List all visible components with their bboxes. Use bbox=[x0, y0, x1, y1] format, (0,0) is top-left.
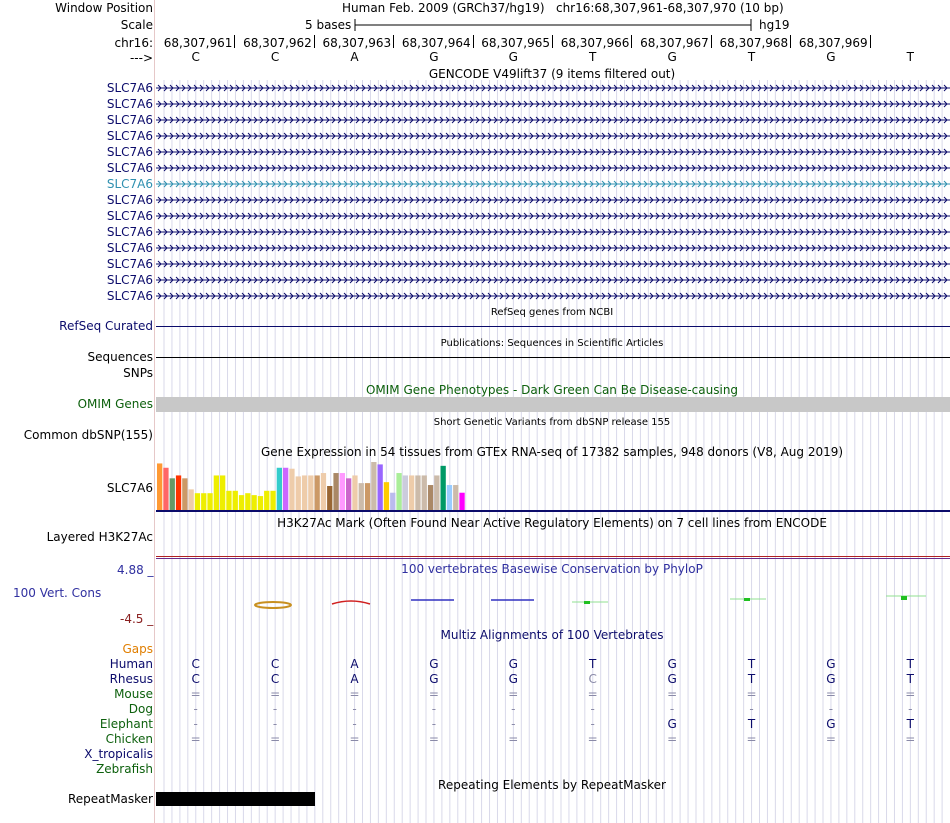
multiz-base: G bbox=[667, 672, 677, 686]
multiz-base: - bbox=[749, 702, 754, 716]
gtex-tissue-bar[interactable] bbox=[176, 475, 181, 510]
gtex-tissue-bar[interactable] bbox=[226, 491, 231, 510]
multiz-base: T bbox=[747, 657, 756, 671]
base-letter: G bbox=[826, 50, 836, 64]
multiz-base: = bbox=[428, 687, 439, 701]
gtex-tissue-bar[interactable] bbox=[321, 473, 326, 510]
multiz-species-label[interactable]: Chicken bbox=[105, 732, 153, 746]
multiz-base: T bbox=[589, 657, 597, 671]
gencode-item-label[interactable]: SLC7A6 bbox=[106, 225, 153, 239]
multiz-base: - bbox=[590, 702, 595, 716]
multiz-base: G bbox=[826, 717, 836, 731]
multiz-species-label[interactable]: Mouse bbox=[114, 687, 153, 701]
multiz-base: = bbox=[428, 732, 439, 746]
ruler-tick bbox=[552, 35, 553, 48]
window-position-text bbox=[342, 1, 784, 15]
multiz-base: G bbox=[429, 672, 439, 686]
multiz-base: T bbox=[747, 717, 756, 731]
multiz-base: A bbox=[350, 657, 359, 671]
gtex-tissue-bar[interactable] bbox=[403, 475, 408, 510]
multiz-base: C bbox=[588, 672, 597, 686]
gtex-tissue-bar[interactable] bbox=[233, 491, 238, 510]
gtex-tissue-bar[interactable] bbox=[163, 468, 168, 510]
ruler-tick bbox=[870, 35, 871, 48]
base-letter: T bbox=[589, 50, 597, 64]
multiz-base: - bbox=[272, 717, 278, 731]
gtex-tissue-bar[interactable] bbox=[352, 475, 357, 510]
base-letter: C bbox=[191, 50, 200, 64]
ruler-position-label: 68,307,967 bbox=[640, 36, 709, 50]
gtex-tissue-bar[interactable] bbox=[359, 483, 364, 510]
multiz-species-label[interactable]: Human bbox=[109, 657, 153, 671]
label-separator bbox=[154, 0, 155, 823]
gtex-tissue-bar[interactable] bbox=[270, 491, 275, 510]
ruler-position-label: 68,307,969 bbox=[798, 36, 868, 50]
gtex-tissue-bar[interactable] bbox=[245, 493, 250, 510]
multiz-base: = bbox=[190, 687, 201, 701]
gencode-item-label[interactable]: SLC7A6 bbox=[106, 97, 153, 111]
window-position-label: Window Position bbox=[55, 1, 153, 15]
snps-label[interactable]: SNPs bbox=[123, 366, 153, 380]
cons-mark-6 bbox=[584, 601, 590, 604]
gencode-transcript-line[interactable] bbox=[156, 213, 950, 219]
refseq-track-title: RefSeq genes from NCBI bbox=[490, 307, 614, 318]
multiz-base: G bbox=[508, 672, 518, 686]
gencode-item-label[interactable]: SLC7A6 bbox=[106, 193, 153, 207]
cons-min-label: -4.5 _ bbox=[120, 612, 154, 626]
gtex-tissue-bar[interactable] bbox=[390, 493, 395, 510]
multiz-base: G bbox=[826, 657, 836, 671]
cons-mark-10 bbox=[901, 596, 907, 600]
ruler-position-label: 68,307,964 bbox=[401, 36, 471, 50]
multiz-species-label[interactable]: Gaps bbox=[122, 642, 153, 656]
gencode-track-title: GENCODE V49lift37 (9 items filtered out) bbox=[428, 67, 676, 81]
multiz-base: T bbox=[906, 717, 914, 731]
gencode-transcript-line[interactable] bbox=[156, 277, 950, 283]
omim-gene-bar[interactable] bbox=[156, 397, 950, 412]
multiz-base: = bbox=[349, 732, 360, 746]
multiz-species-label[interactable]: Rhesus bbox=[109, 672, 153, 686]
multiz-base: = bbox=[270, 732, 281, 746]
gencode-item-label[interactable]: SLC7A6 bbox=[106, 113, 153, 127]
gtex-tissue-bar[interactable] bbox=[308, 475, 313, 510]
multiz-base: = bbox=[746, 732, 757, 746]
base-letter: T bbox=[747, 50, 756, 64]
gencode-item-label[interactable]: SLC7A6 bbox=[106, 273, 153, 287]
gencode-item-label[interactable]: SLC7A6 bbox=[106, 145, 153, 159]
multiz-base: = bbox=[905, 687, 916, 701]
gtex-tissue-bar[interactable] bbox=[220, 475, 225, 510]
gtex-tissue-bar[interactable] bbox=[277, 468, 282, 510]
gencode-item-label[interactable]: SLC7A6 bbox=[106, 161, 153, 175]
h3k27ac-track-title: H3K27Ac Mark (Often Found Near Active Regulatory Elements) on 7 cell lines from ENCODE bbox=[277, 516, 827, 530]
cons-mark-8 bbox=[744, 598, 750, 601]
gtex-expression-chart[interactable] bbox=[156, 460, 950, 514]
gencode-item-label[interactable]: SLC7A6 bbox=[106, 129, 153, 143]
position-text: chr16:68,307,961-68,307,970 (10 bp) bbox=[555, 1, 784, 15]
gencode-item-label[interactable]: SLC7A6 bbox=[106, 241, 153, 255]
gtex-tissue-bar[interactable] bbox=[327, 486, 332, 510]
ruler-position-label: 68,307,962 bbox=[243, 36, 312, 50]
gtex-tissue-bar[interactable] bbox=[333, 473, 338, 510]
multiz-base: = bbox=[587, 732, 598, 746]
gtex-tissue-bar[interactable] bbox=[434, 475, 439, 510]
multiz-base: = bbox=[270, 687, 281, 701]
gtex-tissue-bar[interactable] bbox=[453, 485, 458, 510]
gencode-item-label[interactable]: SLC7A6 bbox=[106, 177, 153, 191]
gtex-tissue-bar[interactable] bbox=[447, 485, 452, 510]
omim-track-title: OMIM Gene Phenotypes - Dark Green Can Be Disease-causing bbox=[365, 383, 739, 397]
ruler-tick bbox=[790, 35, 791, 48]
multiz-base: - bbox=[511, 702, 516, 716]
gtex-tissue-bar[interactable] bbox=[157, 463, 162, 510]
multiz-base: - bbox=[352, 717, 357, 731]
cons-mark-2 bbox=[332, 601, 370, 604]
gtex-tissue-bar[interactable] bbox=[396, 473, 401, 510]
gencode-transcript-line[interactable] bbox=[156, 229, 950, 235]
cons-mark-1 bbox=[255, 602, 291, 608]
gencode-transcript-line[interactable] bbox=[156, 261, 950, 267]
multiz-base: = bbox=[587, 687, 598, 701]
gtex-tissue-bar[interactable] bbox=[371, 462, 376, 510]
gtex-tissue-bar[interactable] bbox=[201, 493, 206, 510]
omim-label[interactable]: OMIM Genes bbox=[77, 397, 153, 411]
multiz-base: = bbox=[508, 732, 519, 746]
gencode-gene-lines[interactable] bbox=[156, 80, 950, 302]
gtex-tissue-bar[interactable] bbox=[415, 475, 420, 510]
multiz-species-label[interactable]: Zebrafish bbox=[96, 762, 153, 776]
multiz-base: C bbox=[191, 672, 200, 686]
base-letter: C bbox=[270, 50, 280, 64]
ruler-position-label: 68,307,966 bbox=[560, 36, 630, 50]
multiz-base: G bbox=[667, 717, 677, 731]
gencode-transcript-line[interactable] bbox=[156, 117, 950, 123]
base-letter: G bbox=[508, 50, 518, 64]
ruler-tick bbox=[234, 35, 235, 48]
refseq-gene-line[interactable] bbox=[156, 326, 950, 327]
multiz-base: T bbox=[906, 657, 914, 671]
gtex-tissue-bar[interactable] bbox=[189, 489, 194, 510]
cons-wiggle[interactable] bbox=[156, 592, 950, 612]
gtex-track-title: Gene Expression in 54 tissues from GTEx RNA-seq of 17382 samples, 948 donors (V8, Aug 2019) bbox=[260, 445, 844, 459]
gtex-tissue-bar[interactable] bbox=[283, 468, 288, 510]
chrom-label: chr16: bbox=[114, 36, 153, 50]
gtex-tissue-bar[interactable] bbox=[378, 464, 383, 510]
db-text: hg19 bbox=[759, 18, 790, 32]
multiz-base: = bbox=[825, 687, 836, 701]
multiz-base: - bbox=[193, 717, 198, 731]
repeatmasker-label[interactable]: RepeatMasker bbox=[67, 792, 153, 806]
multiz-species-label[interactable]: Elephant bbox=[99, 717, 153, 731]
gencode-transcript-line[interactable] bbox=[156, 133, 950, 139]
gtex-tissue-bar[interactable] bbox=[214, 475, 219, 510]
multiz-base: C bbox=[191, 657, 200, 671]
ruler-tick bbox=[631, 35, 632, 48]
multiz-base: G bbox=[429, 657, 439, 671]
multiz-base: = bbox=[190, 732, 201, 746]
gtex-tissue-bar[interactable] bbox=[346, 478, 351, 510]
gtex-tissue-bar[interactable] bbox=[340, 473, 345, 510]
multiz-base: - bbox=[431, 702, 437, 716]
multiz-base: - bbox=[669, 702, 675, 716]
gencode-transcript-line[interactable] bbox=[156, 293, 950, 299]
dbsnp-label[interactable]: Common dbSNP(155) bbox=[23, 428, 153, 442]
h3k27ac-baseline-top bbox=[156, 556, 950, 557]
multiz-base: G bbox=[667, 657, 677, 671]
publications-line[interactable] bbox=[156, 357, 950, 358]
ruler-position-label: 68,307,965 bbox=[481, 36, 550, 50]
gtex-tissue-bar[interactable] bbox=[296, 476, 301, 510]
multiz-base: - bbox=[828, 702, 834, 716]
multiz-base: C bbox=[270, 672, 280, 686]
gtex-tissue-bar[interactable] bbox=[422, 475, 427, 510]
gtex-gene-label[interactable]: SLC7A6 bbox=[106, 481, 153, 495]
multiz-base: G bbox=[508, 657, 518, 671]
gencode-item-label[interactable]: SLC7A6 bbox=[106, 289, 153, 303]
base-letter: G bbox=[429, 50, 439, 64]
gtex-tissue-bar[interactable] bbox=[195, 493, 200, 510]
multiz-base: - bbox=[272, 702, 278, 716]
gtex-tissue-bar[interactable] bbox=[384, 482, 389, 510]
gencode-transcript-line[interactable] bbox=[156, 101, 950, 107]
multiz-base: G bbox=[826, 672, 836, 686]
gtex-tissue-bar[interactable] bbox=[459, 493, 464, 510]
gencode-transcript-line[interactable] bbox=[156, 165, 950, 171]
base-letter: A bbox=[350, 50, 359, 64]
gtex-tissue-bar[interactable] bbox=[258, 496, 263, 510]
cons-track-title: 100 vertebrates Basewise Conservation by PhyloP bbox=[401, 562, 703, 576]
gtex-tissue-bar[interactable] bbox=[441, 466, 446, 510]
gtex-tissue-bar[interactable] bbox=[264, 491, 269, 510]
publications-track-title: Publications: Sequences in Scientific Articles bbox=[440, 338, 664, 349]
multiz-base: - bbox=[352, 702, 357, 716]
multiz-base: T bbox=[747, 672, 756, 686]
cons-label[interactable]: 100 Vert. Cons bbox=[13, 586, 102, 600]
multiz-base: = bbox=[746, 687, 757, 701]
ruler-position-label: 68,307,961 bbox=[163, 36, 233, 50]
gencode-transcript-line[interactable] bbox=[156, 181, 950, 187]
gencode-item-label[interactable]: SLC7A6 bbox=[106, 209, 153, 223]
sequences-label[interactable]: Sequences bbox=[87, 350, 153, 364]
gtex-tissue-bar[interactable] bbox=[302, 475, 307, 510]
multiz-species-label[interactable]: Dog bbox=[128, 702, 153, 716]
multiz-base: - bbox=[431, 717, 437, 731]
scale-label: Scale bbox=[120, 18, 153, 32]
multiz-track-title: Multiz Alignments of 100 Vertebrates bbox=[440, 628, 664, 642]
gtex-tissue-bar[interactable] bbox=[428, 485, 433, 510]
ruler-tick bbox=[473, 35, 474, 48]
h3k27ac-baseline-bottom bbox=[156, 558, 950, 559]
ruler-position-label: 68,307,968 bbox=[719, 36, 789, 50]
multiz-base: - bbox=[908, 702, 913, 716]
multiz-base: - bbox=[590, 717, 595, 731]
gtex-tissue-bar[interactable] bbox=[409, 475, 414, 510]
h3k27ac-label[interactable]: Layered H3K27Ac bbox=[46, 530, 153, 544]
gtex-tissue-bar[interactable] bbox=[315, 475, 320, 510]
multiz-species-label[interactable]: X_tropicalis bbox=[84, 747, 153, 761]
strand-label: ---> bbox=[129, 51, 153, 65]
gencode-item-label[interactable]: SLC7A6 bbox=[106, 81, 153, 95]
ruler-tick bbox=[393, 35, 394, 48]
gtex-tissue-bar[interactable] bbox=[289, 469, 294, 510]
multiz-base: A bbox=[350, 672, 359, 686]
base-letter: G bbox=[667, 50, 677, 64]
ruler-position-label: 68,307,963 bbox=[322, 36, 392, 50]
gencode-transcript-line[interactable] bbox=[156, 85, 950, 91]
gtex-tissue-bar[interactable] bbox=[239, 495, 244, 510]
multiz-base: = bbox=[667, 732, 678, 746]
repeatmasker-element[interactable] bbox=[156, 792, 315, 806]
refseq-label[interactable]: RefSeq Curated bbox=[59, 319, 153, 333]
multiz-base: = bbox=[905, 732, 916, 746]
multiz-base: C bbox=[270, 657, 280, 671]
multiz-base: - bbox=[511, 717, 516, 731]
multiz-base: T bbox=[906, 672, 914, 686]
ruler-tick bbox=[711, 35, 712, 48]
gtex-tissue-bar[interactable] bbox=[182, 478, 187, 510]
gencode-transcript-line[interactable] bbox=[156, 149, 950, 155]
gtex-tissue-bar[interactable] bbox=[365, 483, 370, 510]
scale-bar bbox=[354, 18, 754, 32]
multiz-base: - bbox=[193, 702, 198, 716]
gencode-transcript-line[interactable] bbox=[156, 245, 950, 251]
multiz-base: = bbox=[825, 732, 836, 746]
multiz-base: = bbox=[349, 687, 360, 701]
scale-text: 5 bases bbox=[305, 18, 352, 32]
assembly-title: Human Feb. 2009 (GRCh37/hg19) bbox=[342, 1, 545, 15]
cons-max-label: 4.88 _ bbox=[117, 563, 154, 577]
gtex-tissue-bar[interactable] bbox=[252, 495, 257, 510]
gtex-tissue-bar[interactable] bbox=[170, 478, 175, 510]
ruler-tick bbox=[314, 35, 315, 48]
gencode-transcript-line[interactable] bbox=[156, 197, 950, 203]
base-letter: T bbox=[906, 50, 914, 64]
dbsnp-track-title: Short Genetic Variants from dbSNP release 155 bbox=[433, 417, 671, 428]
gtex-tissue-bar[interactable] bbox=[207, 493, 212, 510]
multiz-base: = bbox=[508, 687, 519, 701]
repeatmasker-track-title: Repeating Elements by RepeatMasker bbox=[438, 778, 666, 792]
gencode-item-label[interactable]: SLC7A6 bbox=[106, 257, 153, 271]
multiz-base: = bbox=[667, 687, 678, 701]
